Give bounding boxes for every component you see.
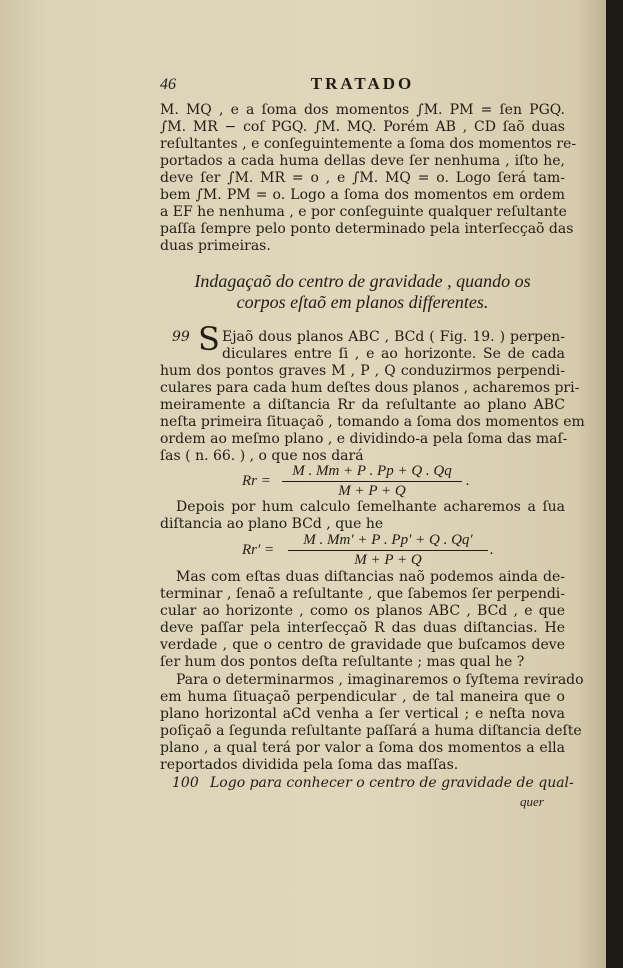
text-line: poſiçaõ a ſegunda reſultante paſſará a huma diſtancia deſte — [160, 723, 582, 739]
formula-rr-prime: Rr′ = $\frac{M . Mm' + P . Pp' + Q . Qq'}{M + P + Q}$ . — [242, 532, 494, 568]
text-line: Mas com eſtas duas diſtancias naõ podemos ainda de- — [176, 569, 565, 585]
paragraph-number: 99 — [172, 329, 190, 345]
text-line: cular ao horizonte , como os planos ABC , BCd , e que — [160, 603, 565, 619]
text-line: portados a cada huma dellas deve ſer nenhuma , iſto he, — [160, 153, 565, 169]
scan-edge — [606, 0, 623, 968]
running-title: TRATADO — [310, 74, 415, 93]
paragraph-number: 100 — [172, 775, 199, 791]
text-line: reportados dividida pela ſoma das maſſas. — [160, 757, 459, 773]
text-line: paſſa ſempre pelo ponto determinado pela interſecçaõ das — [160, 221, 574, 237]
text-line: a EF he nenhuma , e por conſeguinte qualquer reſultante — [160, 204, 567, 220]
text-line: deve ſer ∫M. MR = o , e ∫M. MQ = o. Logo ſerá tam- — [160, 170, 565, 186]
section-heading-line: Indagaçaõ do centro de gravidade , quando os — [194, 271, 531, 291]
text-line: plano horizontal aCd venha a ſer vertical ; e neſta nova — [160, 706, 565, 722]
formula-numerator: M . Mm′ + P . Pp′ + Q . Qq′ — [288, 532, 488, 551]
section-heading-line: corpos eſtaõ em planos differentes. — [236, 292, 489, 312]
drop-cap: S — [198, 320, 220, 358]
text-line: Depois por hum calculo ſemelhante acharemos a ſua — [176, 499, 565, 515]
text-line: reſultantes , e conſeguintemente a ſoma dos momentos re- — [160, 136, 577, 152]
book-page: 46 TRATADO M. MQ , e a ſoma dos momentos ∫M. PM = ſen PGQ. ∫M. MR − coſ PGQ. ∫M. MQ. Porém AB , CD ſaõ duas reſultantes , e conſeguintemente a ſoma dos momentos re- portados a cada huma dellas deve ſer nenhuma , iſto he, deve ſer ∫M. MR = o , e ∫M. MQ = o. Logo ſerá tam- bem ∫M. PM = o. Logo a ſoma dos momentos em ordem a EF he nenhuma , e por conſeguinte qualquer reſultante paſſa ſempre pelo ponto determinado pela interſecçaõ das duas primeiras. Indagaçaõ do centro de gravidade , quando os corpos eſtaõ em planos differentes. 99 S Ejaõ dous planos ABC , BCd ( Fig. 19. ) perpen- diculares entre ſi , e ao horizonte. Se de cada hum dos pontos graves M , P , Q conduzirmos perpendi- culares para cada hum deſtes dous planos , acharemos pri- meiramente a diſtancia Rr da reſultante ao plano ABC neſta primeira ſituaçaõ , tomando a ſoma dos momentos em ordem ao meſmo plano , e dividindo-a pela ſoma das maſ- ſas ( n. 66. ) , o que nos dará Rr = $\frac{M . Mm + P . Pp + Q . Qq}{M + P + Q}$ . Depois por hum calculo ſemelhante acharemos a ſua diſtancia ao plano BCd , que he Rr′ = $\frac{M . Mm' + P . Pp' + Q . Qq'}{M + P + Q}$ . Mas com eſtas duas diſtancias naõ podemos ainda de- terminar , ſenaõ a reſultante , que ſabemos ſer perpendi- cular ao horizonte , como os planos ABC , BCd , e que deve paſſar pela interſecçaõ R das duas diſtancias. He verdade , que o centro de gravidade que buſcamos deve ſer hum dos pontos deſta reſultante ; mas qual he ? Para o determinarmos , imaginaremos o ſyſtema revirado em huma ſituaçaõ perpendicular , de tal maneira que o plano horizontal aCd venha a ſer vertical ; e neſta nova poſiçaõ a ſegunda reſultante paſſará a huma diſtancia deſte plano , a qual terá por valor a ſoma dos momentos a ella reportados dividida pela ſoma das maſſas. 100 Logo para conhecer o centro de gravidade de qual- quer — [0, 0, 606, 968]
formula-lhs: Rr′ = — [242, 542, 275, 558]
catchword: quer — [520, 794, 544, 809]
text-line: terminar , ſenaõ a reſultante , que ſabemos ſer perpendi- — [160, 586, 565, 602]
text-line: deve paſſar pela interſecçaõ R das duas diſtancias. He — [160, 620, 565, 636]
text-line: Para o determinarmos , imaginaremos o ſyſtema revirado — [176, 672, 584, 688]
formula-denominator: M + P + Q — [354, 552, 422, 568]
text-line: diſtancia ao plano BCd , que he — [160, 516, 384, 532]
formula-lhs: Rr = — [242, 473, 271, 489]
formula-numerator: M . Mm + P . Pp + Q . Qq — [282, 463, 462, 482]
text-line: ∫M. MR − coſ PGQ. ∫M. MQ. Porém AB , CD ſaõ duas — [160, 119, 565, 135]
text-line: M. MQ , e a ſoma dos momentos ∫M. PM = ſen PGQ. — [160, 102, 565, 118]
formula-denominator: M + P + Q — [338, 483, 406, 499]
text-line: duas primeiras. — [160, 238, 271, 254]
text-line: diculares entre ſi , e ao horizonte. Se de cada — [222, 346, 565, 362]
text-line: meiramente a diſtancia Rr da reſultante ao plano ABC — [160, 397, 565, 413]
text-line: neſta primeira ſituaçaõ , tomando a ſoma dos momentos em — [160, 414, 585, 430]
text-line: ſer hum dos pontos deſta reſultante ; mas qual he ? — [160, 654, 525, 670]
text-line: ordem ao meſmo plano , e dividindo-a pela ſoma das maſ- — [160, 431, 568, 447]
text-line: ſas ( n. 66. ) , o que nos dará — [160, 448, 364, 464]
formula-rr: Rr = $\frac{M . Mm + P . Pp + Q . Qq}{M + P + Q}$ . — [242, 463, 470, 499]
text-line: hum dos pontos graves M , P , Q conduzirmos perpendi- — [160, 363, 565, 379]
text-line: em huma ſituaçaõ perpendicular , de tal maneira que o — [160, 689, 565, 705]
text-line: plano , a qual terá por valor a ſoma dos momentos a ella — [160, 740, 565, 756]
text-line: verdade , que o centro de gravidade que buſcamos deve — [160, 637, 565, 653]
page-number: 46 — [160, 76, 176, 93]
text-line: bem ∫M. PM = o. Logo a ſoma dos momentos em ordem — [160, 187, 565, 203]
text-line: culares para cada hum deſtes dous planos , acharemos pri- — [160, 380, 580, 396]
